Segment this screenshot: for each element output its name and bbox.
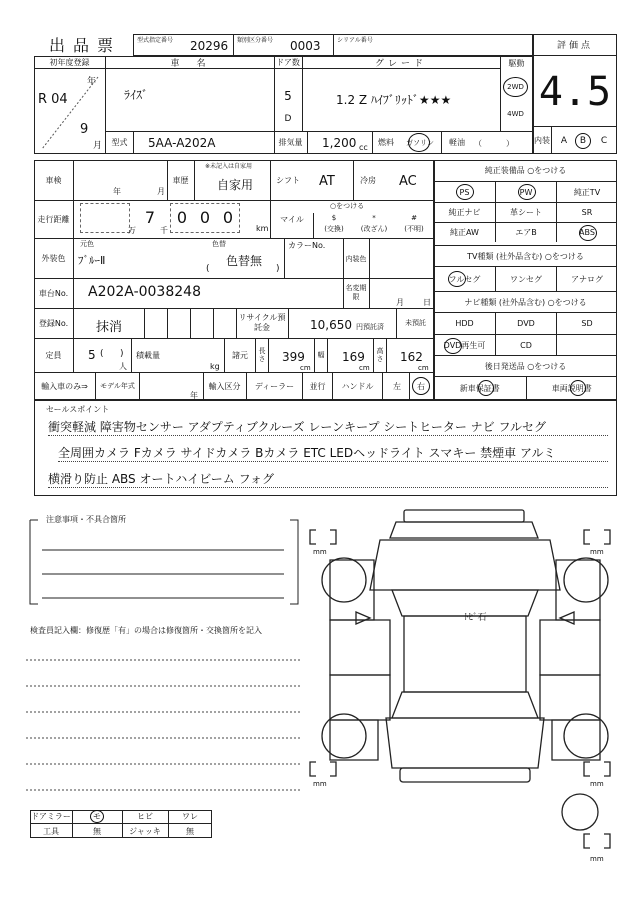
mile-label: マイル (280, 214, 304, 224)
tv-title: TV種類 (社外品含む) ○をつける (434, 245, 617, 267)
mm-top-left: mm (313, 548, 327, 556)
break-label: ワレ (182, 812, 198, 821)
equip-item: PS (434, 182, 495, 202)
left-front-fender (330, 560, 374, 620)
capacity-label: 定員 (34, 338, 74, 372)
man-unit: 万 (128, 226, 136, 235)
interior-b: B (575, 133, 591, 149)
sales-label: セールスポイント (46, 405, 110, 414)
navi-grid (434, 313, 617, 355)
car-name-value: ﾗｲｽﾞ (124, 88, 149, 102)
title-month: 月 (396, 298, 404, 307)
recycle-unpaid: 未預託 (405, 319, 426, 327)
mm-bottom-right: mm (590, 780, 604, 788)
equip-item: 純正AW (434, 222, 495, 242)
selected-circle (518, 184, 536, 200)
equip-item: 純正TV (556, 182, 617, 202)
roof (404, 616, 526, 692)
height-label: 高さ (376, 347, 384, 363)
sales-line-1: 衝突軽減 障害物センサー アダプティブクルーズ レーンキープ シートヒーター ナビ フルセグ (48, 418, 608, 436)
altered-sym: * (372, 214, 376, 222)
load-label: 積載量 (136, 351, 160, 360)
mileage-label: 走行距離 (34, 200, 74, 238)
docs-title: 後日発送品 ○をつける (434, 355, 617, 377)
grade-label: グレード (302, 56, 500, 69)
repaint-paren-right: ) (276, 264, 280, 274)
navi-item: CD (495, 334, 556, 355)
drive-2wd: 2WD (503, 77, 528, 97)
jack-value: 無 (186, 826, 194, 836)
navi-title: ナビ種類 (社外品含む) ○をつける (434, 291, 617, 313)
right-rear-fender (552, 720, 600, 760)
shaken-year: 年 (113, 187, 121, 196)
displacement-value: 1,200 (322, 136, 357, 150)
docs-item: 車両説明書 (526, 377, 618, 400)
score-label: 評価点 (533, 34, 617, 56)
selected-circle (456, 184, 474, 200)
fuel-gasoline: ガソリン (406, 138, 434, 147)
tool-value: 無 (93, 826, 101, 836)
crack-label: ヒビ (137, 812, 153, 821)
first-reg-label: 初年度登録 (34, 56, 106, 69)
shaken-month: 月 (157, 187, 165, 196)
caution-box (28, 512, 300, 612)
front-grille (390, 522, 538, 538)
reg-label: 登録No. (34, 308, 74, 338)
mileage-circle-note: ○をつける (330, 202, 365, 210)
title-deadline-label: 名変期限 (345, 284, 367, 301)
mileage-d4: 0 (222, 207, 234, 227)
tv-item: アナログ (556, 267, 617, 291)
capacity-paren-right: ) (120, 349, 124, 359)
mm-spare: mm (590, 855, 604, 863)
shift-label: シフト (276, 175, 300, 185)
dealer-label: ディーラー (247, 372, 303, 400)
navi-item: DVD (495, 313, 556, 334)
mm-bottom-left: mm (313, 780, 327, 788)
equipment-grid (434, 182, 617, 242)
form-title: 出品票 (48, 35, 121, 55)
selected-circle (579, 225, 597, 241)
month-unit: 月 (93, 141, 103, 151)
handle-label: ハンドル (333, 372, 383, 400)
rear-bumper (400, 768, 530, 782)
right-mirror (560, 612, 574, 624)
orig-color-label: 元色 (80, 240, 94, 248)
cooler-label: 冷房 (360, 175, 376, 185)
equip-item: PW (495, 182, 556, 202)
spare-tire (562, 794, 598, 830)
title-day-unit: 日 (423, 298, 431, 307)
navi-item: DVD再生可 (434, 334, 495, 355)
recycle-unit: 円預託済 (356, 323, 384, 331)
cooler-value: AC (399, 174, 417, 189)
orig-color-value: ﾌﾞﾙｰⅡ (78, 254, 106, 267)
selected-circle (570, 380, 586, 396)
wheel-front-right (564, 558, 608, 602)
handle-left: 左 (393, 381, 401, 391)
navi-item: HDD (455, 319, 474, 328)
mileage-d2: 0 (176, 207, 188, 227)
mileage-d1: 7 (144, 207, 156, 227)
drive-label: 駆動 (508, 59, 525, 68)
exchange-label: (交換) (324, 225, 344, 233)
import-cat-label: 輸入区分 (203, 372, 247, 400)
kg-unit: kg (210, 362, 220, 371)
score-value: 4.5 (538, 69, 612, 115)
mm-top-right: mm (590, 548, 604, 556)
int-color-label: 内装色 (345, 255, 367, 263)
doors-sub: D (284, 114, 292, 124)
tv-item: フルセグ (434, 267, 495, 291)
bracket-top-right (584, 530, 610, 544)
sales-line-3: 横滑り防止 ABS オートハイビーム フォグ (48, 470, 608, 488)
repaint-paren-left: ( (206, 264, 210, 274)
color-no-label: カラーNo. (288, 241, 326, 250)
model-year-unit: 年 (190, 391, 198, 400)
model-no-value: 20296 (190, 39, 229, 53)
category-no-label: 類別区分番号 (237, 37, 274, 44)
doors-value: 5 (284, 89, 292, 103)
interior-c: C (600, 136, 608, 146)
left-mirror (356, 612, 370, 624)
repaint-value: 色替無 (226, 254, 263, 268)
length-value: 399 (282, 350, 305, 364)
first-reg-year: R 04 (38, 92, 68, 107)
mirror-label: ドアミラー (31, 812, 71, 821)
wheel-front-left (322, 558, 366, 602)
bracket-bottom-left (310, 762, 336, 776)
caution-label: 注意事項・不具合箇所 (46, 515, 126, 524)
spec-label: 諸元 (232, 350, 248, 360)
shift-value: AT (319, 174, 335, 189)
drive-4wd: 4WD (507, 110, 524, 118)
inspector-lines (26, 650, 304, 800)
width-label: 幅 (317, 351, 325, 359)
right-rear-door (540, 675, 600, 720)
type-label: 型式 (106, 131, 134, 154)
front-bumper (404, 510, 524, 522)
selected-circle (444, 338, 462, 354)
recycle-label: リサイクル預託金 (238, 313, 286, 332)
model-year-label: モデル年式 (96, 372, 140, 400)
exchange-sym: $ (331, 214, 337, 222)
sen-unit: 千 (160, 226, 168, 235)
doors-label: ドア数 (274, 56, 302, 69)
interior-a: A (560, 136, 568, 146)
shaken-label: 車検 (34, 160, 74, 200)
interior-label: 内装 (534, 135, 550, 145)
mileage-digits-man (80, 203, 130, 233)
person-unit: 人 (119, 362, 127, 371)
trunk (386, 718, 544, 768)
unknown-label: (不明) (404, 225, 424, 233)
handle-right: 右 (412, 377, 430, 395)
rear-glass (392, 692, 538, 718)
car-diagram (300, 500, 630, 900)
import-label: 輸入車のみ⇒ (34, 372, 96, 400)
docs-grid (434, 377, 617, 400)
year-unit: 年 (87, 77, 97, 87)
km-unit: km (256, 224, 269, 233)
length-label: 長さ (258, 347, 266, 363)
right-front-door (540, 620, 600, 675)
parallel-label: 並行 (303, 372, 333, 400)
history-note: ※未記入は自家用 (205, 163, 253, 170)
length-cm: cm (300, 364, 311, 372)
chassis-value: A202A-0038248 (88, 284, 201, 300)
equip-title: 純正装備品 ○をつける (434, 160, 617, 182)
inspector-label: 検査員記入欄：修復歴「有」の場合は修復箇所・交換箇所を記入 (30, 626, 262, 635)
jack-label: ジャッキ (129, 826, 161, 836)
history-label: 車歴 (167, 160, 195, 200)
displacement-label: 排気量 (274, 131, 308, 154)
tool-label: 工具 (43, 826, 59, 836)
serial-label: シリアル番号 (337, 37, 373, 44)
type-value: 5AA-A202A (148, 136, 216, 150)
left-rear-door (330, 675, 390, 720)
width-cm: cm (359, 364, 370, 372)
unknown-sym: # (411, 214, 417, 222)
capacity-value: 5 (88, 348, 96, 362)
history-value: 自家用 (217, 178, 254, 192)
first-reg-month: 9 (80, 122, 89, 137)
altered-label: (改ざん) (360, 225, 388, 233)
tv-grid (434, 267, 617, 291)
model-no-label: 型式指定番号 (137, 37, 174, 44)
docs-item: 新車保証書 (434, 377, 526, 400)
navi-item: SD (556, 313, 617, 334)
equip-item: SR (556, 202, 617, 222)
navi-item (556, 334, 617, 355)
left-rear-fender (330, 720, 378, 760)
car-name-label: 車 名 (106, 56, 274, 69)
right-front-fender (556, 560, 600, 620)
grade-value: 1.2 Z ﾊｲﾌﾞﾘｯﾄﾞ★★★ (336, 93, 452, 107)
left-front-door (330, 620, 390, 675)
tv-item: ワンセグ (495, 267, 556, 291)
cc-unit: cc (359, 143, 368, 152)
equip-item: エアB (495, 222, 556, 242)
selected-circle (478, 380, 494, 396)
reg-value: 抹消 (96, 320, 123, 335)
mirror-value: モ (93, 812, 101, 821)
hood (370, 540, 560, 590)
recycle-value: 10,650 (310, 318, 352, 332)
color-label: 外装色 (34, 238, 74, 278)
equip-item: 純正ナビ (434, 202, 495, 222)
capacity-paren-left: ( (100, 349, 104, 359)
bracket-top-left (310, 530, 336, 544)
fuel-other: （ ） (474, 139, 514, 148)
mileage-d3: 0 (199, 207, 211, 227)
category-no-value: 0003 (290, 39, 321, 53)
selected-circle (448, 271, 466, 287)
height-value: 162 (400, 350, 423, 364)
fuel-diesel: 軽油 (449, 138, 465, 147)
fuel-label: 燃料 (378, 138, 394, 147)
fuel-circle (408, 133, 430, 152)
damage-mark: ﾄﾋﾞ石 (464, 613, 487, 623)
repaint-label: 色替 (212, 240, 226, 248)
equip-item: 革シート (495, 202, 556, 222)
width-value: 169 (342, 350, 365, 364)
equip-item: ABS (556, 222, 617, 242)
sales-line-2: 全周囲カメラ Fカメラ サイドカメラ Bカメラ ETC LEDヘッドライト スマキー 禁煙車 アルミ (58, 444, 608, 462)
height-cm: cm (418, 364, 429, 372)
chassis-label: 車台No. (34, 278, 74, 308)
